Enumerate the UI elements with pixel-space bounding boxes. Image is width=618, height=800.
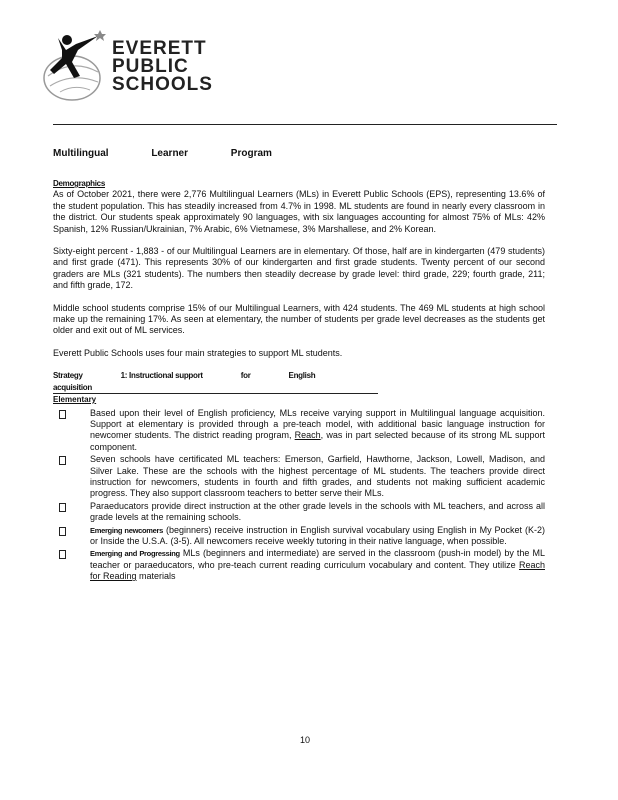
demographics-paragraph-1: As of October 2021, there were 2,776 Multilingual Learners (MLs) in Everett Public Schools (EPS), representing 13.6% of the student population. This has steadily increased from 4.7% in 1998. ML students are found in nearly every classroom in the district. Our students speak approximately 90 languages, with six languages accounting for almost 75% of MLs: 42% Spanish, 12% Russian/Ukrainian, 7% Arabic, 6% Vietnamese, 3% Marshallese, and 2% Korean. <box>53 189 545 234</box>
header-divider <box>53 124 557 125</box>
list-item: Seven schools have certificated ML teachers: Emerson, Garfield, Hawthorne, Jackson, Lowell, Madison, and Silver Lake. These are the schools with the highest percentage of ML students. The teachers provide direct instruction for newcomers, students in fourth and fifth grades, and students not making sufficient academic progress. They also support classroom teachers to better serve their MLs. <box>53 454 545 500</box>
checkbox-bullet-icon <box>59 410 66 419</box>
list-item: Paraeducators provide direct instruction at the other grade levels in the schools with ML teachers, and across all grade levels at the remaining schools. <box>53 501 545 524</box>
list-item: Emerging newcomers (beginners) receive instruction in English survival vocabulary using English in My Pocket (K-2) or Inside the U.S.A. (3-5). All newcomers receive weekly tutoring in their native language, when possible. <box>53 525 545 548</box>
strategy-heading: Strategy 1: Instructional support for Englishacquisition <box>53 370 378 394</box>
demographics-paragraph-2: Sixty-eight percent - 1,883 - of our Multilingual Learners are in elementary. Of those, half are in kindergarten (479 students) and first grade (471). This represents 30% of our kindergarten and first grade students. Twenty percent of our second graders are MLs (321 students). The numbers then steadily decrease by grade level: third grade, 229; fourth grade, 211; and fifth grade, 172. <box>53 246 545 291</box>
demographics-paragraph-4: Everett Public Schools uses four main strategies to support ML students. <box>53 347 343 358</box>
page-title: Multilingual Learner Program <box>53 148 272 159</box>
page-number: 10 <box>300 735 311 745</box>
checkbox-bullet-icon <box>59 456 66 465</box>
reach-for-reading-link[interactable]: Reach for Reading <box>90 559 545 582</box>
checkbox-bullet-icon <box>59 527 66 536</box>
strategy-bullet-list <box>53 408 545 583</box>
district-logo <box>40 28 220 108</box>
reach-link[interactable]: Reach <box>294 430 321 441</box>
logo-wordmark: EVERETT PUBLIC SCHOOLS <box>112 38 213 95</box>
list-item: Emerging and Progressing MLs (beginners and intermediate) are served in the classroom (push-in model) by the ML teacher or paraeducators, who pre-teach current reading curriculum vocabulary and content. They utilize Reach for Reading materials <box>53 548 545 582</box>
demographics-heading: Demographics <box>53 179 105 188</box>
star-figure-globe-icon <box>40 28 110 108</box>
checkbox-bullet-icon <box>59 503 66 512</box>
checkbox-bullet-icon <box>59 550 66 559</box>
document-body <box>53 178 545 584</box>
list-item: Based upon their level of English proficiency, MLs receive varying support in Multilingual language acquisition. Support at elementary is provided through a pre-teach model, with additional basic language instruction for newcomer students. The district reading program, Reach, was in part selected because of its strong ML support component. <box>53 408 545 454</box>
demographics-paragraph-3: Middle school students comprise 15% of our Multilingual Learners, with 424 students. The 469 ML students at high school make up the remaining 17%. As seen at elementary, the number of students per grade level decreases as the students get older and exit out of ML services. <box>53 302 545 336</box>
elementary-heading: Elementary <box>53 395 97 405</box>
